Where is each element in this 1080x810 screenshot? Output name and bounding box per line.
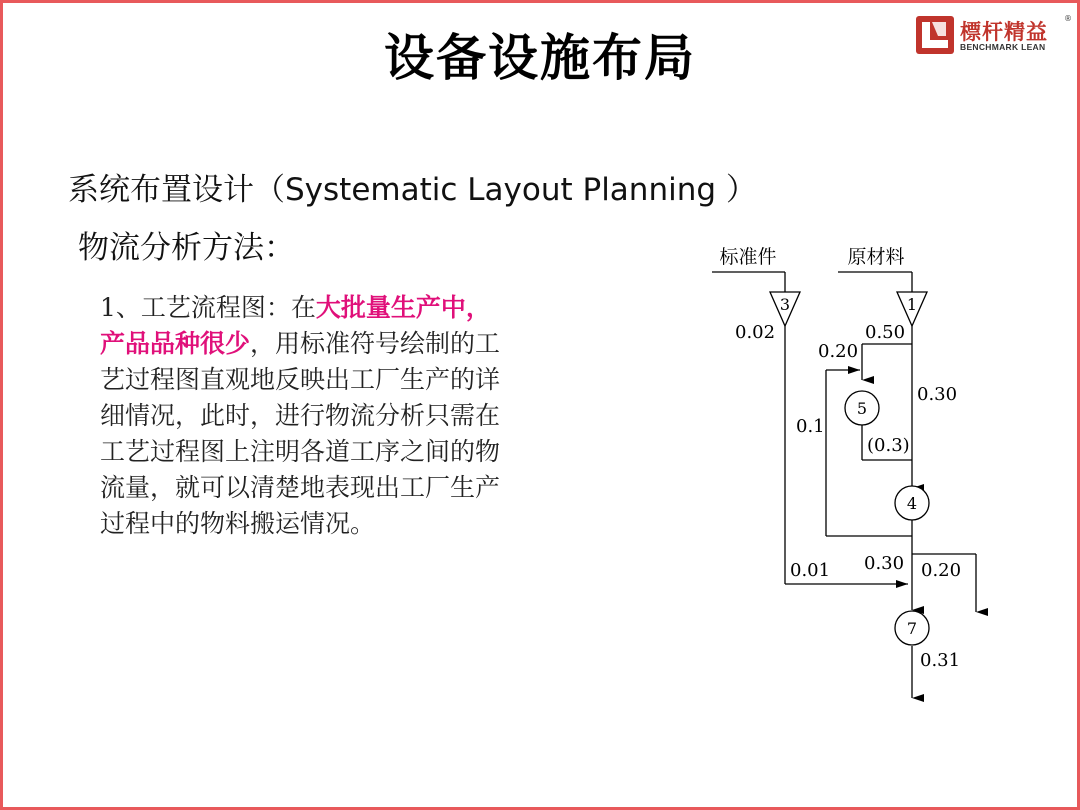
flow-value-031: 0.31 [920, 650, 961, 671]
node-label-4: 4 [906, 494, 918, 513]
node-label-3: 3 [779, 295, 791, 314]
flow-value-paren-03: (0.3) [867, 435, 910, 456]
brand-logo [916, 16, 1070, 56]
para-line [100, 326, 600, 362]
flow-value-030b: 0.30 [864, 553, 905, 574]
para-line [100, 290, 600, 326]
flow-value-020: 0.20 [818, 341, 859, 362]
input-label-raw: 原材料 [847, 246, 905, 268]
para-line: 细情况，此时，进行物流分析只需在 [100, 401, 501, 430]
flow-value-002: 0.02 [735, 322, 776, 343]
flow-value-050: 0.50 [865, 322, 906, 343]
slide-title: 设备设施布局 [384, 29, 696, 87]
para-line: 工艺过程图上注明各道工序之间的物 [100, 437, 501, 466]
slide-subtitle: 系统布置设计（Systematic Layout Planning ） [68, 172, 757, 208]
node-label-1: 1 [906, 295, 918, 314]
node-label-5: 5 [856, 399, 868, 418]
para-line: 过程中的物料搬运情况。 [100, 509, 376, 538]
flow-value-001: 0.01 [790, 560, 831, 581]
input-label-standard: 标准件 [719, 246, 777, 268]
para-highlight: 产品品种很少 [100, 329, 251, 358]
flow-value-030: 0.30 [917, 384, 958, 405]
logo-name-cn: 標杆精益 [960, 20, 1048, 44]
para-line: 流量，就可以清楚地表现出工厂生产 [100, 473, 501, 502]
method-heading: 物流分析方法： [78, 230, 295, 266]
logo-registered-mark: ® [1064, 14, 1072, 23]
para-line: 艺过程图直观地反映出工厂生产的详 [100, 365, 501, 394]
node-label-7: 7 [906, 619, 918, 638]
para-highlight: 大批量生产中， [315, 293, 491, 322]
process-flow-diagram [700, 230, 1000, 710]
flow-value-01: 0.1 [796, 416, 825, 437]
process-chart-description [100, 290, 600, 542]
flow-value-020b: 0.20 [921, 560, 962, 581]
para-text: ，用标准符号绘制的工 [250, 329, 501, 358]
para-text: 1、工艺流程图：在 [100, 293, 316, 322]
logo-name-en: BENCHMARK LEAN [960, 42, 1046, 52]
logo-mark-icon [916, 16, 954, 54]
